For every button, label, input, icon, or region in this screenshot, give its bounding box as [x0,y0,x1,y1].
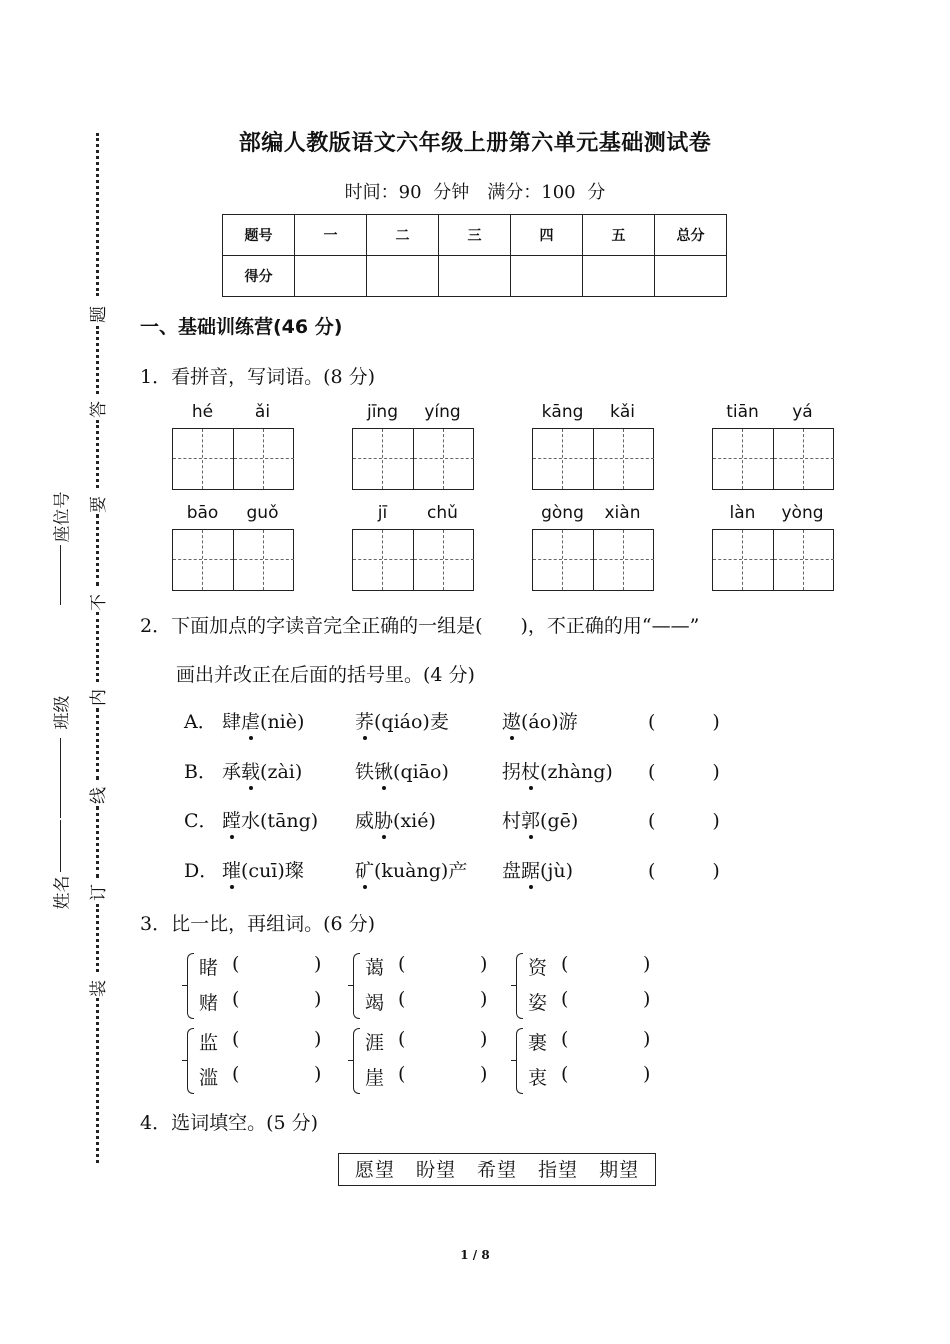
margin-char: 线 [89,787,109,804]
word-part: 盘 [502,860,522,882]
word-part: (jù) [540,860,573,882]
compare-char: 崖 [365,1067,385,1089]
writing-cell[interactable] [233,429,294,489]
writing-box [532,428,654,490]
dotted-char: 锹 [374,757,393,784]
pinyin-syllable: jīng [366,402,398,422]
writing-cell[interactable] [173,530,233,590]
word-part: 村 [502,810,522,832]
word-blank-close: ) [314,1028,322,1050]
word-choice-box: 愿望 盼望 希望 指望 期望 [338,1153,656,1186]
word-blank-close: ) [480,953,488,975]
margin-char: 不 [89,594,109,611]
compare-char: 涯 [365,1032,385,1054]
pinyin-word-item [712,402,834,482]
writing-cell[interactable] [773,530,834,590]
option-word [222,707,304,734]
word-blank-open[interactable]: ( [561,1063,569,1085]
compare-char: 姿 [528,992,548,1014]
word-blank-close: ) [314,1063,322,1085]
word-part: (xié) [393,810,436,832]
pinyin-syllable: kāng [541,402,584,422]
word-blank-open[interactable]: ( [232,1063,240,1085]
pinyin-syllable: yíng [424,402,461,422]
brace [187,953,194,1019]
writing-cell[interactable] [773,429,834,489]
compare-char: 衷 [528,1067,548,1089]
dotted-char: 璀 [222,856,241,883]
margin-char: 要 [89,496,109,513]
word-blank-close: ) [643,1063,651,1085]
compare-char: 滥 [199,1067,219,1089]
compare-char: 竭 [365,992,385,1014]
binding-dotted-line [96,612,99,682]
score-input-cell[interactable] [295,256,367,297]
exam-meta: 时间：90 分钟 满分：100 分 [344,182,606,203]
score-header-cell: 三 [439,215,511,256]
option-label: A． [184,711,217,733]
score-table [222,214,727,297]
word-part: 肆 [222,711,242,733]
dotted-char: 胁 [374,806,393,833]
word-blank-close: ) [480,988,488,1010]
answer-parentheses[interactable]: ( ) [648,810,720,832]
dotted-char: 蹚 [222,806,241,833]
writing-cell[interactable] [593,530,654,590]
brace [516,953,523,1019]
word-blank-close: ) [643,953,651,975]
writing-cell[interactable] [413,429,474,489]
score-input-cell[interactable] [655,256,727,297]
word-part: (zhàng) [540,761,613,783]
pinyin-syllable: tiān [726,402,759,422]
class-label: 班级 [52,695,73,730]
word-blank-open[interactable]: ( [232,988,240,1010]
option-word [502,707,578,734]
brace [353,953,360,1019]
writing-cell[interactable] [233,530,294,590]
word-blank-open[interactable]: ( [398,988,406,1010]
word-blank-open[interactable]: ( [561,988,569,1010]
word-blank-close: ) [480,1028,488,1050]
pinyin-syllable: xiàn [604,503,641,523]
pinyin-syllable: yòng [781,503,824,523]
compare-pair [516,1028,676,1098]
compare-pair [516,953,676,1023]
pinyin-word-item [532,503,654,583]
compare-pair [187,953,347,1023]
pinyin-syllable: làn [729,503,756,523]
pinyin-syllable: gòng [541,503,584,523]
pinyin-word-item [352,402,474,482]
word-blank-open[interactable]: ( [398,1028,406,1050]
option-word [222,856,304,883]
class-blank[interactable] [60,738,61,818]
dotted-char: 矿 [355,856,374,883]
word-part: (zài) [260,761,303,783]
margin-char: 订 [89,884,109,901]
score-header-cell: 二 [367,215,439,256]
page-title: 部编人教版语文六年级上册第六单元基础测试卷 [238,131,712,156]
word-blank-close: ) [643,988,651,1010]
margin-char: 装 [89,980,109,997]
writing-cell[interactable] [713,530,773,590]
word-part: (cuī)璨 [241,860,304,882]
pinyin-word-item [172,503,294,583]
score-header-cell: 五 [583,215,655,256]
margin-char: 内 [89,689,109,706]
pinyin-syllable: ǎi [254,402,271,422]
binding-dotted-line [96,806,99,878]
option-word [222,757,302,784]
compare-char: 睹 [199,957,219,979]
word-blank-open[interactable]: ( [232,1028,240,1050]
section-heading: 一、基础训练营(46 分) [140,316,343,338]
word-blank-open[interactable]: ( [398,953,406,975]
dotted-char: 荞 [355,707,374,734]
margin-char: 答 [89,401,109,418]
option-word [355,806,436,833]
option-word [502,806,578,833]
score-input-cell[interactable] [511,256,583,297]
binding-dotted-line [96,514,99,586]
brace [187,1028,194,1094]
page-number: 1 / 8 [460,1248,490,1262]
score-header-cell: 一 [295,215,367,256]
writing-cell[interactable] [353,429,413,489]
option-label: B． [184,761,217,783]
binding-dotted-line [96,708,99,780]
dotted-char: 载 [241,757,260,784]
writing-cell[interactable] [713,429,773,489]
word-blank-open[interactable]: ( [561,953,569,975]
pinyin-syllable: yá [792,402,813,422]
compare-char: 蔼 [365,957,385,979]
pinyin-word-item [172,402,294,482]
seat-number-label: 座位号 [52,491,73,543]
brace [353,1028,360,1094]
score-table-row [223,256,727,297]
name-label: 姓名 [52,875,73,910]
compare-pair [353,1028,513,1098]
word-part: 水(tāng) [241,810,319,832]
compare-pair [353,953,513,1023]
writing-box [712,428,834,490]
answer-parentheses[interactable]: ( ) [648,761,720,783]
dotted-char: 杖 [521,757,540,784]
pinyin-word-item [712,503,834,583]
pinyin-syllable: bāo [186,503,219,523]
binding-dotted-line [96,420,99,488]
word-part: 承 [222,761,242,783]
word-part: 铁 [355,761,375,783]
writing-box [352,529,474,591]
writing-box [352,428,474,490]
score-header-cell: 四 [511,215,583,256]
word-part: 威 [355,810,375,832]
seat-number-blank[interactable] [60,545,61,605]
pinyin-syllable: kǎi [610,402,635,422]
binding-dotted-line [96,133,99,296]
dotted-char: 踞 [521,856,540,883]
dotted-char: 遨 [502,707,521,734]
word-part: (gē) [540,810,579,832]
compare-char: 资 [528,957,548,979]
compare-char: 赌 [199,992,219,1014]
score-input-cell[interactable] [583,256,655,297]
writing-cell[interactable] [533,530,593,590]
compare-pair [187,1028,347,1098]
score-input-cell[interactable] [367,256,439,297]
question-1-prompt: 1．看拼音，写词语。(8 分) [140,366,376,388]
pinyin-syllable: guǒ [246,503,279,523]
word-blank-open[interactable]: ( [398,1063,406,1085]
option-label: C． [184,810,218,832]
word-blank-close: ) [480,1063,488,1085]
word-blank-close: ) [643,1028,651,1050]
compare-char: 监 [199,1032,219,1054]
name-blank[interactable] [60,820,61,872]
writing-box [532,529,654,591]
score-row-label: 得分 [223,256,295,297]
word-part: (qiāo) [393,761,449,783]
writing-cell[interactable] [533,429,593,489]
writing-cell[interactable] [413,530,474,590]
question-4-prompt: 4．选词填空。(5 分) [140,1112,319,1134]
dotted-char: 郭 [521,806,540,833]
brace [516,1028,523,1094]
writing-cell[interactable] [173,429,233,489]
word-part: (niè) [260,711,305,733]
word-part: (qiáo)麦 [374,711,449,733]
pinyin-syllable: chǔ [427,503,458,523]
question-3-prompt: 3．比一比，再组词。(6 分) [140,913,376,935]
option-word [355,856,467,883]
pinyin-word-item [352,503,474,583]
writing-box [172,529,294,591]
compare-char: 裹 [528,1032,548,1054]
word-part: 拐 [502,761,522,783]
option-word [502,856,573,883]
dotted-char: 虐 [241,707,260,734]
question-2-prompt-cont: 画出并改正在后面的括号里。(4 分) [176,664,475,686]
question-2-prompt: 2．下面加点的字读音完全正确的一组是( )，不正确的用“——” [140,615,700,637]
pinyin-syllable: jī [377,503,388,523]
word-part: (kuàng)产 [374,860,468,882]
writing-box [172,428,294,490]
option-word [355,707,449,734]
writing-box [712,529,834,591]
option-word [222,806,318,833]
word-blank-open[interactable]: ( [561,1028,569,1050]
margin-char: 题 [89,306,109,323]
answer-parentheses[interactable]: ( ) [648,711,720,733]
writing-cell[interactable] [353,530,413,590]
word-blank-close: ) [314,953,322,975]
binding-dotted-line [96,904,99,972]
option-word [502,757,613,784]
binding-dotted-line [96,326,99,394]
option-label: D． [184,860,219,882]
option-word [355,757,449,784]
pinyin-word-item [532,402,654,482]
word-blank-close: ) [314,988,322,1010]
score-table-header-row [223,215,727,256]
score-input-cell[interactable] [439,256,511,297]
word-part: (áo)游 [521,711,578,733]
word-blank-open[interactable]: ( [232,953,240,975]
score-header-cell: 总分 [655,215,727,256]
answer-parentheses[interactable]: ( ) [648,860,720,882]
pinyin-syllable: hé [191,402,214,422]
writing-cell[interactable] [593,429,654,489]
binding-dotted-line [96,998,99,1163]
score-header-cell: 题号 [223,215,295,256]
